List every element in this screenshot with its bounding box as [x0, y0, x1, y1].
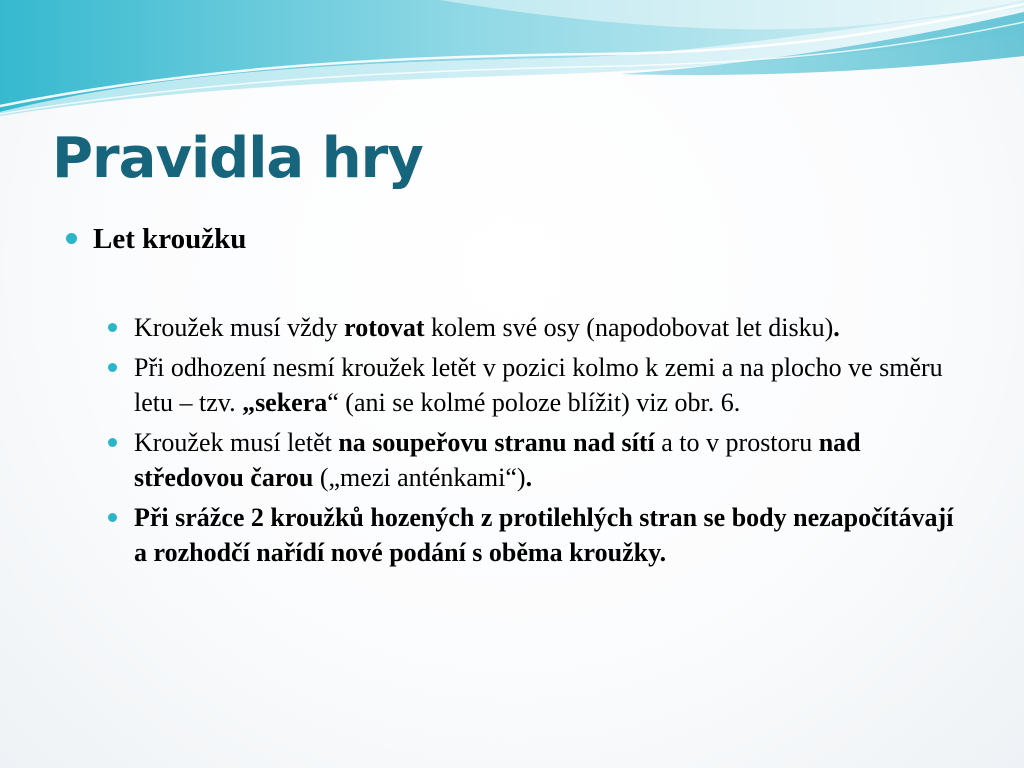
- rule-item: [104, 350, 960, 420]
- bullet-dot-icon: [108, 513, 117, 522]
- heading-bullet: [60, 220, 960, 258]
- rule-item: [104, 425, 960, 495]
- rule-text: Kroužek musí vždy: [134, 313, 345, 342]
- section-heading: Let kroužku: [93, 223, 247, 255]
- rule-emphasis: Při srážce 2 kroužků hozených z protilehlých stran se body nezapočítávají a rozhodčí nařídí nové podání s oběma kroužky.: [134, 503, 954, 567]
- bullet-dot-icon: [66, 233, 77, 244]
- rule-emphasis: „sekera: [242, 388, 328, 417]
- rule-text: Při odhození nesmí kroužek letět v pozici kolmo k zemi a na plocho ve směru letu – tzv.: [134, 353, 943, 417]
- slide-title: Pravidla hry: [52, 126, 423, 191]
- rule-item: [104, 500, 960, 570]
- rule-text: a to v prostoru: [654, 428, 819, 457]
- rule-emphasis: .: [833, 313, 840, 342]
- rule-emphasis: rotovat: [344, 313, 425, 342]
- rule-text: („mezi anténkami“): [313, 463, 526, 492]
- rule-text: Kroužek musí letět: [134, 428, 339, 457]
- rule-emphasis: .: [525, 463, 533, 492]
- rule-item: [104, 310, 960, 345]
- rule-text: kolem své osy (napodobovat let disku): [424, 313, 834, 342]
- bullet-dot-icon: [108, 363, 117, 372]
- rule-text: “ (ani se kolmé poloze blížit) viz obr. 6.: [327, 388, 741, 417]
- decorative-wave-banner: [0, 0, 1024, 130]
- rules-list: [104, 310, 960, 570]
- rule-emphasis: nad středovou čarou: [134, 428, 861, 492]
- slide-content: [60, 220, 960, 575]
- bullet-dot-icon: [108, 323, 117, 332]
- rule-emphasis: na soupeřovu stranu nad sítí: [338, 428, 655, 457]
- bullet-dot-icon: [108, 438, 117, 447]
